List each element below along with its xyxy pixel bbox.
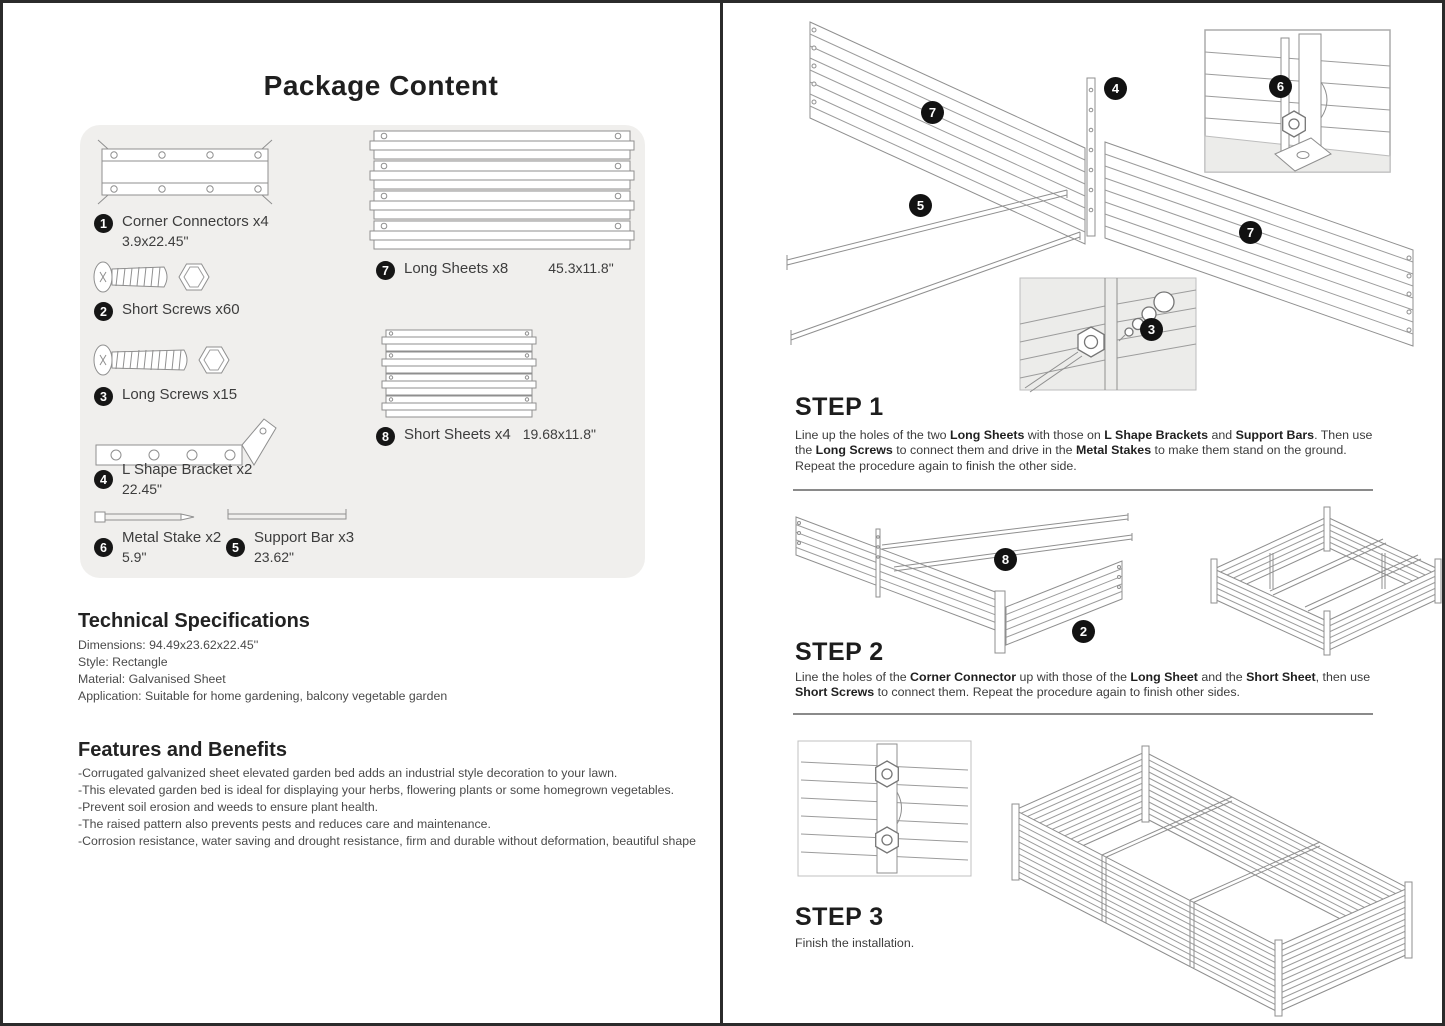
step3-instructions: Finish the installation. bbox=[795, 936, 915, 950]
step2-title: STEP 2 bbox=[795, 638, 884, 666]
step2-instructions: Line the holes of the Corner Connector up with those of the Long Sheet and the Short Sheet, then use Short Screws to connect them. Repeat the procedure again to finish other sides. bbox=[795, 670, 1371, 700]
item-dimension: 23.62" bbox=[254, 549, 295, 565]
corner-connector-drawing bbox=[92, 135, 278, 209]
item-label: Corner Connectors x4 bbox=[122, 213, 269, 230]
long-screw-drawing bbox=[88, 339, 240, 381]
part-badge-short-screw: 2 bbox=[1072, 620, 1095, 643]
tech-specs-heading: Technical Specifications bbox=[78, 610, 310, 632]
part-badge-long-screw: 3 bbox=[1140, 318, 1163, 341]
pkg-item-l-bracket bbox=[94, 461, 252, 497]
section-rule bbox=[793, 489, 1373, 491]
item-dimension: 45.3x11.8" bbox=[548, 260, 614, 276]
part-badge-support-bar: 5 bbox=[909, 194, 932, 217]
package-content-title: Package Content bbox=[263, 70, 499, 101]
feature-line: -Corrosion resistance, water saving and drought resistance, firm and durable without deformation, beautiful shape bbox=[78, 834, 696, 848]
pkg-item-short-screws bbox=[94, 301, 240, 321]
pkg-item-support-bar bbox=[226, 529, 354, 565]
pkg-item-long-screws bbox=[94, 386, 237, 406]
features-heading: Features and Benefits bbox=[78, 739, 287, 761]
part-badge-long-sheet: 7 bbox=[921, 101, 944, 124]
section-rule bbox=[793, 713, 1373, 715]
item-dimension: 3.9x22.45" bbox=[122, 233, 189, 249]
item-dimension: 22.45" bbox=[122, 481, 163, 497]
short-sheets-drawing bbox=[378, 328, 542, 422]
pkg-item-metal-stake bbox=[94, 529, 221, 565]
item-dimension: 19.68x11.8" bbox=[522, 426, 596, 442]
step1-diagram bbox=[775, 8, 1440, 390]
step3-detail-diagram bbox=[797, 740, 972, 877]
support-bar-drawing bbox=[222, 506, 352, 528]
step3-finished-bed-diagram bbox=[1000, 740, 1437, 1016]
pkg-item-long-sheets bbox=[376, 260, 614, 280]
item-number-badge: 6 bbox=[94, 538, 113, 557]
item-number-badge: 2 bbox=[94, 302, 113, 321]
item-label: Metal Stake x2 bbox=[122, 529, 222, 546]
item-number-badge: 3 bbox=[94, 387, 113, 406]
part-badge-long-sheet-2: 7 bbox=[1239, 221, 1262, 244]
item-label: Short Sheets x4 bbox=[404, 426, 511, 443]
part-badge-metal-stake: 6 bbox=[1269, 75, 1292, 98]
item-number-badge: 8 bbox=[376, 427, 395, 446]
feature-line: -Prevent soil erosion and weeds to ensure plant health. bbox=[78, 800, 379, 814]
item-label: Long Sheets x8 bbox=[404, 260, 509, 277]
item-number-badge: 4 bbox=[94, 470, 113, 489]
part-badge-short-sheet: 8 bbox=[994, 548, 1017, 571]
item-number-badge: 5 bbox=[226, 538, 245, 557]
long-sheets-drawing bbox=[368, 129, 638, 255]
spec-application: Application: Suitable for home gardening, balcony vegetable garden bbox=[78, 689, 448, 703]
spec-dimensions: Dimensions: 94.49x23.62x22.45'' bbox=[78, 638, 259, 652]
feature-line: -The raised pattern also prevents pests and reduces care and maintenance. bbox=[78, 817, 491, 831]
pkg-item-corner-connectors bbox=[94, 213, 269, 249]
package-content-panel bbox=[80, 125, 645, 578]
part-badge-l-bracket: 4 bbox=[1104, 77, 1127, 100]
step2-diagram bbox=[790, 503, 1445, 663]
item-label: L Shape Bracket x2 bbox=[122, 461, 253, 478]
panel-divider bbox=[720, 0, 723, 1026]
item-label: Short Screws x60 bbox=[122, 301, 240, 318]
step1-title: STEP 1 bbox=[795, 393, 884, 421]
short-screw-drawing bbox=[88, 256, 220, 298]
item-number-badge: 7 bbox=[376, 261, 395, 280]
item-number-badge: 1 bbox=[94, 214, 113, 233]
feature-line: -Corrugated galvanized sheet elevated garden bed adds an industrial style decoration to your lawn. bbox=[78, 766, 618, 780]
step3-title: STEP 3 bbox=[795, 903, 884, 931]
pkg-item-short-sheets bbox=[376, 426, 596, 446]
metal-stake-drawing bbox=[93, 508, 199, 526]
feature-line: -This elevated garden bed is ideal for displaying your herbs, flowering plants or some homegrown vegetables. bbox=[78, 783, 675, 797]
item-label: Long Screws x15 bbox=[122, 386, 238, 403]
item-dimension: 5.9" bbox=[122, 549, 147, 565]
item-label: Support Bar x3 bbox=[254, 529, 355, 546]
step1-instructions: Line up the holes of the two Long Sheets with those on L Shape Brackets and Support Bars. Then use the Long Screws to connect them and drive in the Metal Stakes to make them stand on the ground. Repeat the procedure again to finish the other side. bbox=[795, 428, 1373, 473]
spec-style: Style: Rectangle bbox=[78, 655, 168, 669]
spec-material: Material: Galvanised Sheet bbox=[78, 672, 226, 686]
